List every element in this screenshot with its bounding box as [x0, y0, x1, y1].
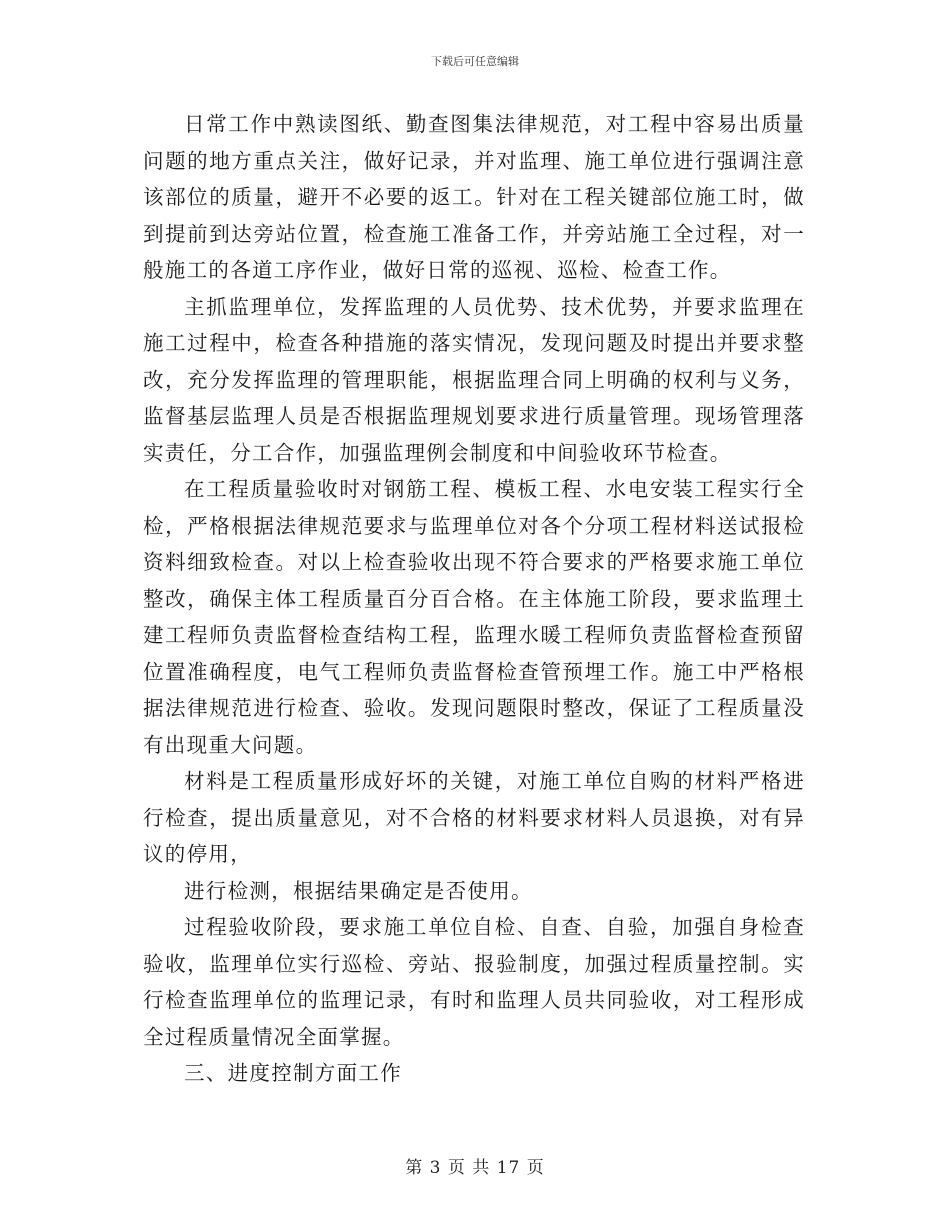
paragraph-testing: 进行检测，根据结果确定是否使用。: [184, 878, 533, 903]
page-header: 下载后可任意编辑: [431, 55, 519, 68]
paragraph-quality-acceptance: 在工程质量验收时对钢筋工程、模板工程、水电安装工程实行全检，严格根据法律规范要求与监理单位对各个分项工程材料送试报检资料细致检查。对以上检查验收出现不符合要求的严格要求施工单位整改，确保主体工程质量百分百合格。在主体施工阶段，要求监理土建工程师负责监督检查结构工程，监理水暖工程师负责监督检查预留位置准确程度，电气工程师负责监督检查管预埋工作。施工中严格根据法律规范进行检查、验收。发现问题限时整改，保证了工程质量没有出现重大问题。: [143, 477, 805, 757]
page-number-footer: 第 3 页 共 17 页: [405, 1158, 545, 1178]
body-text: [143, 106, 805, 1092]
section-heading-progress-control: 三、进度控制方面工作: [184, 1061, 402, 1085]
paragraph-materials: 材料是工程质量形成好坏的关键，对施工单位自购的材料严格进行检查，提出质量意见，对不合格的材料要求材料人员退换，对有异议的停用，: [143, 769, 805, 866]
paragraph-process-acceptance: 过程验收阶段，要求施工单位自检、自查、自验，加强自身检查验收，监理单位实行巡检、旁站、报验制度，加强过程质量控制。实行检查监理单位的监理记录，有时和监理人员共同验收，对工程形成全过程质量情况全面掌握。: [143, 915, 805, 1049]
paragraph-supervision-unit: 主抓监理单位，发挥监理的人员优势、技术优势，并要求监理在施工过程中，检查各种措施的落实情况，发现问题及时提出并要求整改，充分发挥监理的管理职能，根据监理合同上明确的权利与义务，监督基层监理人员是否根据监理规划要求进行质量管理。现场管理落实责任，分工合作，加强监理例会制度和中间验收环节检查。: [143, 294, 805, 465]
paragraph-daily-work: 日常工作中熟读图纸、勤查图集法律规范，对工程中容易出质量问题的地方重点关注，做好记录，并对监理、施工单位进行强调注意该部位的质量，避开不必要的返工。针对在工程关键部位施工时，做到提前到达旁站位置，检查施工准备工作，并旁站施工全过程，对一般施工的各道工序作业，做好日常的巡视、巡检、检查工作。: [143, 112, 805, 282]
